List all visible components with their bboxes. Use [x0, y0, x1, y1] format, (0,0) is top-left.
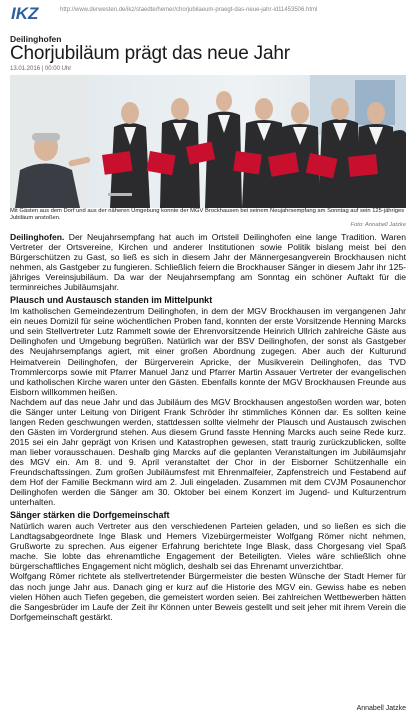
svg-text:IKZ: IKZ [11, 4, 39, 22]
article-headline: Chorjubiläum prägt das neue Jahr [10, 43, 290, 64]
paragraph: Natürlich waren auch Vertreter aus den verschiedenen Parteien geladen, und so ließen es sich die Landtagsabgeordnete Inge Blask und Hemers Vizebürgermeister Wolfgang Römer nicht nehmen, Grußworte zu sprechen. Aus eigener Erfahrung berichtete Inge Blask, dass Chorgesang viel Spaß mache. Sie lobte das ehrenamtliche Engagement der Beteiligten. Vieles wäre schließlich ohne bürgerschaftliches Engagement nicht möglich, deshalb sei das Ehrenamt unverzichtbar. [10, 521, 406, 572]
paragraph: Nachdem auf das neue Jahr und das Jubiläum des MGV Brockhausen angestoßen worden war, boten die Sänger unter Leitung von Dirigent Frank Schröder ihr stimmliches Können dar. Es sollten keine langen Reden geschwungen werden, stattdessen sollte vielmehr der Plausch und Austausch zwischen den Gästen im Vordergrund stehen. Aus diesem Grund fasste Henning Marcks auch seine Rede kurz. 2015 sei ein Jahr geprägt von Krisen und Katastrophen gewesen, statt traurig zurückzublicken, sollte man lieber vorausschauen. Deshalb ging Marcks auf die geplanten Veranstaltungen im Jubiläumsjahr des MGV ein. Am 8. und 9. April veranstaltet der Chor in der Eisborner Schützenhalle ein Freundschaftssingen. Zum großen Jubiläumsfest mit Ehrenmalfeier, Zapfenstreich und Festabend auf dem Hof der Familie Beckmann wird am 2. Juli eingeladen. Zusammen mit dem CVJM Posaunenchor Deilinghofen werden die Sänger am 30. Oktober bei einem Konzert im Jugend- und Kulturzentrum unterhalten. [10, 396, 406, 508]
section-heading: Sänger stärken die Dorfgemeinschaft [10, 510, 170, 521]
lead-text: Der Neujahrsempfang hat auch im Ortsteil Deilinghofen eine lange Tradition. Waren Vertreter der Ortsvereine, Kirchen und anderer Institutionen sowie Politik bislang meist bei den Bürgerschützen zu Gast, so ließ es sich in diesem Jahr der Männergesangverein Brockhausen nicht nehmen, als Gastgeber zu fungieren. Schließlich feiern die Brockhauser Sänger in diesem Jahr ihr 125-jähriges Vereinsjubiläum. Da war der Neujahrsempfang am Sonntag ein schöner Auftakt für die terminreiches Jubiläumsjahr. [10, 232, 406, 293]
article-body [10, 232, 406, 622]
photo-caption [10, 208, 406, 229]
section-heading: Plausch und Austausch standen im Mittelpunkt [10, 295, 213, 306]
choir-photo-illustration [10, 75, 406, 208]
lead-label: Deilinghofen. [10, 232, 65, 242]
caption-text: Mit Gästen aus dem Dorf und aus der näheren Umgebung konnte der MGV Brockhausen bei seinem Neujahrsempfang am Sonntag auf sein 125-jähriges Jubiläum anstoßen. [10, 208, 405, 222]
paragraph: Wolfgang Römer richtete als stellvertretender Bürgermeister die besten Wünsche der Stadt Hemer für das noch junge Jahr aus. Danach ging er kurz auf die Historie des MGV ein. Gewiss habe es neben vielen Höhen auch Tiefen gegeben, die gemeistert worden seien. Bei zahlreichen Wettbewerben hätten die Sangesbrüder im Laufe der Zeit ihr Können unter Beweis gestellt und seit jeher mit ihrem Verein die Dorfgemeinschaft gestärkt. [10, 571, 406, 622]
article-dateline: 13.01.2016 | 00:00 Uhr [10, 66, 72, 72]
paragraph: Im katholischen Gemeindezentrum Deilinghofen, in dem der MGV Brockhausen im vergangenen Jahr ein neues Domizil für seine wöchentlichen Proben fand, konnten der erste Vorsitzende Henning Marcks und sein Stellvertreter Lutz Rammelt sowie der Ehrenvorsitzende Heinrich Ullrich zahlreiche Gäste aus Deilinghofen und Umgebung begrüßen. Natürlich war der BSV Deilinghofen, der sonst als Gastgeber des Neujahrsempfangs agiert, mit einer großen Abordnung zugegen. Aber auch der Kulturund Heimatverein Deilinghofen, der Bürgerverein Apricke, der Musikverein Deilinghofen, das TVD Trommlercorps sowie mit Pfarrer Manuel Janz und Pfarrer Martin Assauer Vertreter der evangelischen und katholischen Kirche waren unter den Gästen. Ebenfalls konnte der MGV Brockhausen Freunde aus Eisborn willkommen heißen. [10, 306, 406, 397]
ikz-logo [10, 4, 54, 22]
source-url: http://www.derwesten.de/ikz/staedte/hemer/chorjubilaeum-praegt-das-neue-jahr-id11453506.html [60, 7, 318, 13]
article-author: Annabell Jatzke [356, 705, 406, 712]
photo-credit: Foto: Annabell Jatzke [350, 222, 406, 229]
lead-paragraph [10, 232, 406, 292]
article-photo [10, 75, 406, 208]
page-header [10, 4, 410, 40]
article-kicker: Deilinghofen [10, 34, 62, 44]
